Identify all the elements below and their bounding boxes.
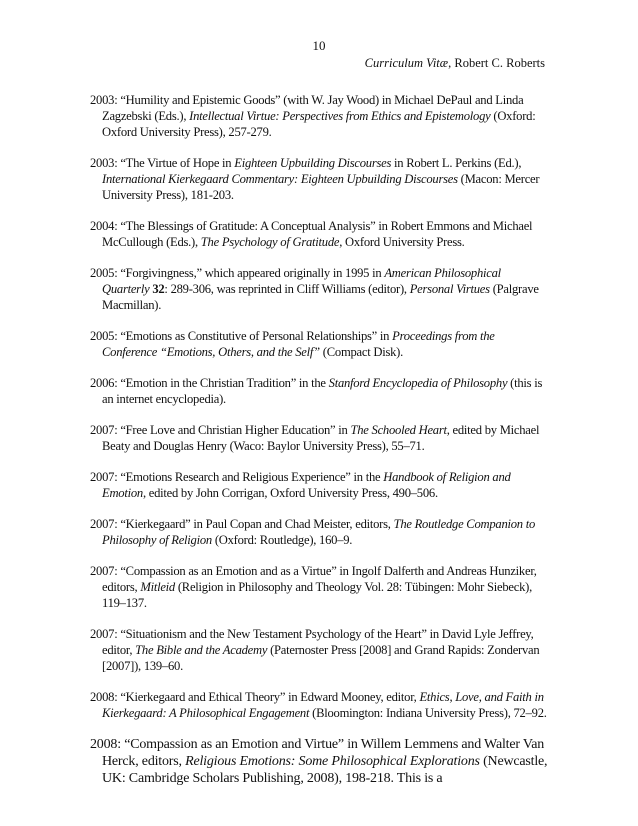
running-head xyxy=(365,56,545,71)
publication-entry xyxy=(90,563,550,611)
entry-title-italic: Religious Emotions: Some Philosophical Explorations xyxy=(185,754,480,769)
entry-title-italic: The Routledge Companion to Philosophy of Religion xyxy=(102,517,536,547)
publication-entry xyxy=(90,469,550,501)
entry-text: 2007: “Situationism and the New Testament Psychology of the Heart” in David Lyle Jeffrey, editor, xyxy=(90,627,534,657)
publication-entry xyxy=(90,516,550,548)
entry-title-italic: International Kierkegaard Commentary: Eighteen Upbuilding Discourses xyxy=(102,172,458,186)
entry-text: 2003: “The Virtue of Hope in xyxy=(90,156,235,170)
entry-text: 2008: “Kierkegaard and Ethical Theory” in Edward Mooney, editor, xyxy=(90,690,420,704)
entry-text: (Compact Disk). xyxy=(319,345,403,359)
entry-title-italic: The Schooled Heart xyxy=(350,423,447,437)
entry-text: 2007: “Compassion as an Emotion and as a Virtue” in Ingolf Dalferth and Andreas Hunziker, editors, xyxy=(90,564,537,594)
publication-entry xyxy=(90,265,550,313)
entry-text: (Religion in Philosophy and Theology Vol. 28: Tübingen: Mohr Siebeck), 119–137. xyxy=(102,580,532,610)
entry-text: (Palgrave Macmillan). xyxy=(102,282,539,312)
entry-text: , Oxford University Press. xyxy=(339,235,465,249)
entry-text: (Macon: Mercer University Press), 181-203. xyxy=(102,172,540,202)
entry-text: (Oxford: Routledge), 160–9. xyxy=(211,533,353,547)
entry-text: (this is an internet encyclopedia). xyxy=(102,376,543,406)
entry-title-italic: The Psychology of Gratitude xyxy=(200,235,340,249)
entry-title-italic: Handbook of Religion and Emotion xyxy=(102,470,511,500)
entry-title-italic: Personal Virtues xyxy=(409,282,490,296)
publication-entry xyxy=(90,736,550,787)
entry-text: 2005: “Forgivingness,” which appeared originally in 1995 in xyxy=(90,266,385,280)
entry-text: (Paternoster Press [2008] and Grand Rapids: Zondervan [2007]), 139–60. xyxy=(102,643,540,673)
entry-text: (Newcastle, UK: Cambridge Scholars Publishing, 2008), 198-218. This is a xyxy=(102,754,548,786)
entry-text: (Oxford: Oxford University Press), 257-279. xyxy=(102,109,536,139)
entry-text: 2007: “Emotions Research and Religious Experience” in the xyxy=(90,470,384,484)
entry-text: : 289-306, was reprinted in Cliff Williams (editor), xyxy=(164,282,410,296)
entry-title-italic: American Philosophical Quarterly xyxy=(102,266,501,296)
entry-title-italic: Proceedings from the Conference “Emotions, Others, and the Self” xyxy=(102,329,495,359)
entry-text: 2005: “Emotions as Constitutive of Personal Relationships” in xyxy=(90,329,393,343)
publication-entry xyxy=(90,375,550,407)
entry-title-italic: Eighteen Upbuilding Discourses xyxy=(234,156,392,170)
entry-volume-bold: 32 xyxy=(152,282,165,296)
entry-title-italic: Ethics, Love, and Faith in Kierkegaard: A Philosophical Engagement xyxy=(102,690,544,720)
entry-text: , edited by John Corrigan, Oxford University Press, 490–506. xyxy=(142,486,438,500)
entry-text: 2003: “Humility and Epistemic Goods” (with W. Jay Wood) in Michael DePaul and Linda Zagzebski (Eds.), xyxy=(90,93,524,123)
publication-entry xyxy=(90,328,550,360)
publication-list xyxy=(90,92,550,787)
entry-text: 2006: “Emotion in the Christian Tradition” in the xyxy=(90,376,329,390)
entry-text: 2004: “The Blessings of Gratitude: A Conceptual Analysis” in Robert Emmons and Michael McCullough (Eds.), xyxy=(90,219,533,249)
publication-entry xyxy=(90,155,550,203)
running-head-title: Curriculum Vitæ xyxy=(364,56,449,70)
entry-text: 2007: “Free Love and Christian Higher Education” in xyxy=(90,423,351,437)
page-number: 10 xyxy=(312,38,326,53)
entry-title-italic: The Bible and the Academy xyxy=(135,643,268,657)
publication-entry xyxy=(90,422,550,454)
entry-text: 2008: “Compassion as an Emotion and Virtue” in Willem Lemmens and Walter Van Herck, editors, xyxy=(90,737,545,769)
publication-entry xyxy=(90,689,550,721)
publication-entry xyxy=(90,92,550,140)
publication-entry xyxy=(90,626,550,674)
publication-entry xyxy=(90,218,550,250)
entry-title-italic: Intellectual Virtue: Perspectives from Ethics and Epistemology xyxy=(189,109,491,123)
entry-text: in Robert L. Perkins (Ed.), xyxy=(391,156,522,170)
entry-title-italic: Mitleid xyxy=(140,580,175,594)
entry-text: (Bloomington: Indiana University Press), 72–92. xyxy=(309,706,547,720)
entry-text: 2007: “Kierkegaard” in Paul Copan and Chad Meister, editors, xyxy=(90,517,394,531)
running-head-author: , Robert C. Roberts xyxy=(448,56,545,70)
entry-text: , edited by Michael Beaty and Douglas Henry (Waco: Baylor University Press), 55–71. xyxy=(102,423,540,453)
entry-title-italic: Stanford Encyclopedia of Philosophy xyxy=(328,376,508,390)
